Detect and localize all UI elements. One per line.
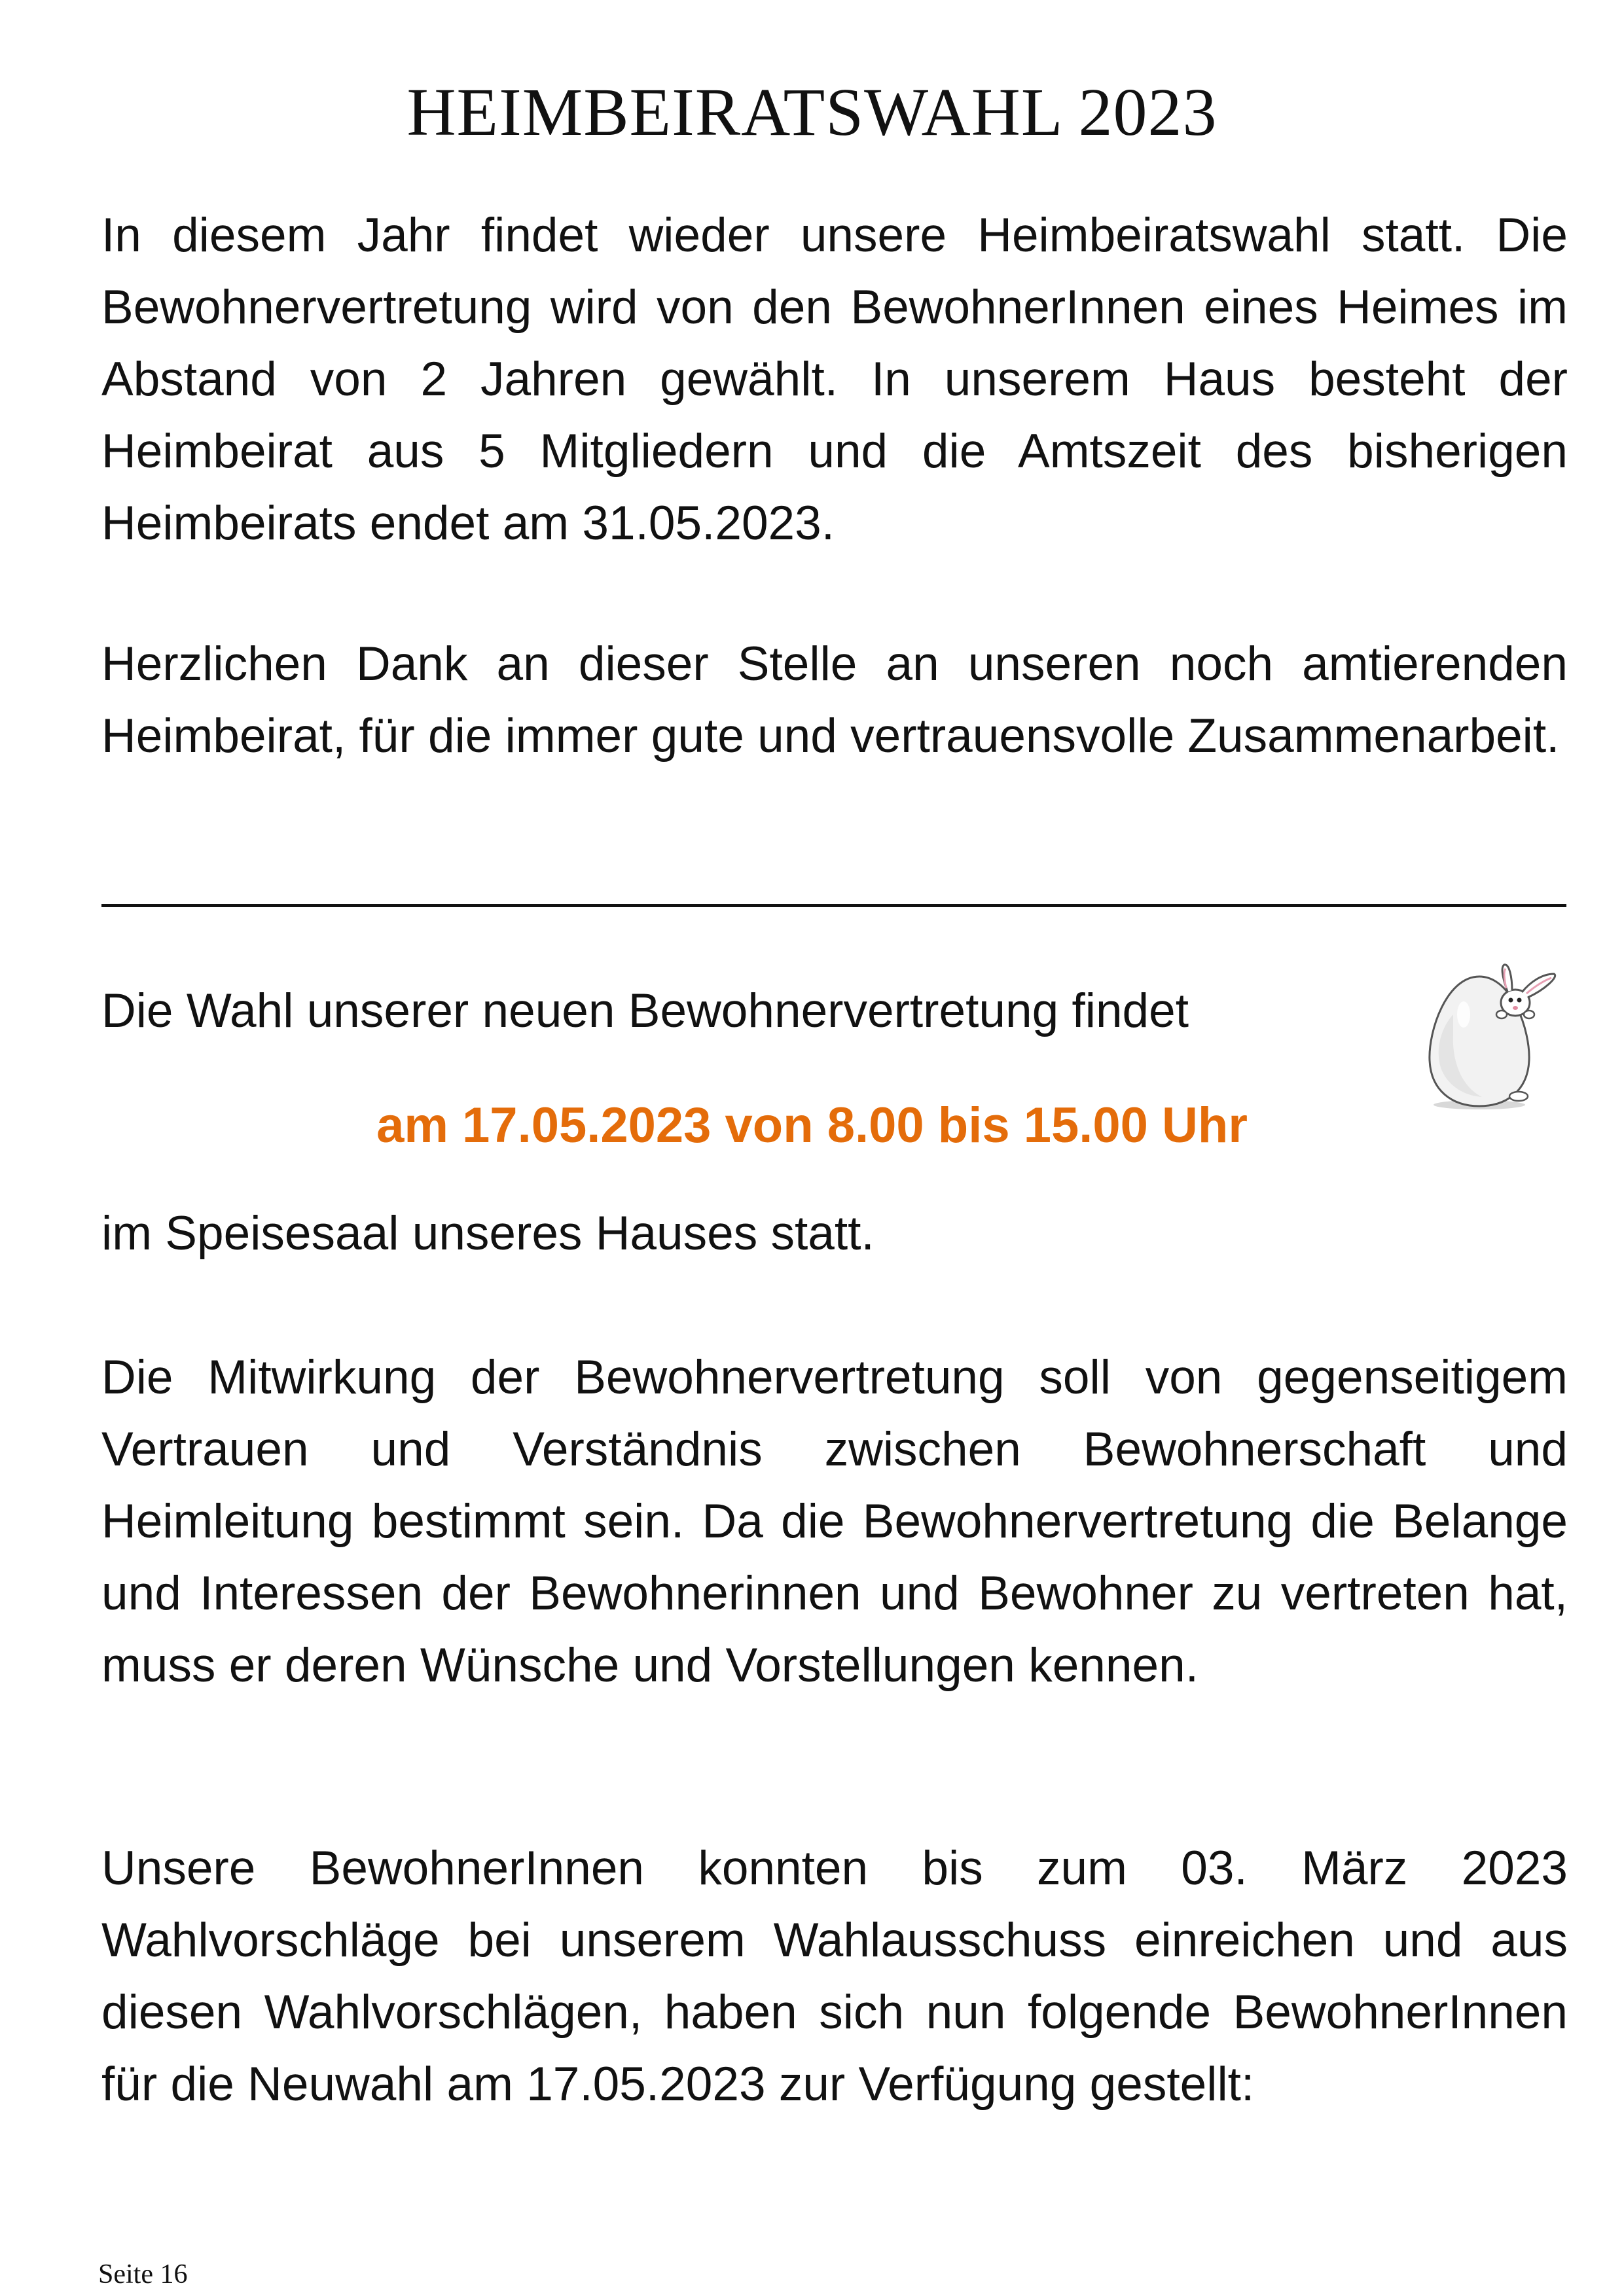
- intro-paragraph: In diesem Jahr findet wieder unsere Heimbeiratswahl statt. Die Bewohnervertretung wird von den BewohnerInnen eines Heimes im Abstand von 2 Jahren gewählt. In unserem Haus besteht der Heimbeirat aus 5 Mitgliedern und die Amtszeit des bisherigen Heimbeirats endet am 31.05.2023.: [101, 209, 1568, 550]
- election-place-text: im Speisesaal unseres Hauses statt.: [101, 1207, 875, 1260]
- election-intro-text: Die Wahl unserer neuen Bewohnervertretung findet: [101, 984, 1189, 1037]
- participation-paragraph: Die Mitwirkung der Bewohnervertretung soll von gegenseitigem Vertrauen und Verständnis zwischen Bewohnerschaft und Heimleitung bestimmt sein. Da die Bewohnervertretung die Belange und Interessen der Bewohnerinnen und Bewohner zu vertreten hat, muss er deren Wünsche und Vorstellungen kennen.: [101, 1351, 1568, 1692]
- divider-line: [101, 904, 1566, 907]
- page-title: HEIMBEIRATSWAHL 2023: [406, 75, 1218, 150]
- candidates-paragraph: Unsere BewohnerInnen konnten bis zum 03. März 2023 Wahlvorschläge bei unserem Wahlausschuss einreichen und aus diesen Wahlvorschlägen, haben sich nun folgende BewohnerInnen für die Neuwahl am 17.05.2023 zur Verfügung gestellt:: [101, 1842, 1568, 2111]
- thanks-paragraph: Herzlichen Dank an dieser Stelle an unseren noch amtierenden Heimbeirat, für die immer gute und vertrauensvolle Zusammenarbeit.: [101, 637, 1568, 762]
- election-date-highlight: am 17.05.2023 von 8.00 bis 15.00 Uhr: [376, 1098, 1248, 1153]
- page-number: Seite 16: [98, 2259, 188, 2289]
